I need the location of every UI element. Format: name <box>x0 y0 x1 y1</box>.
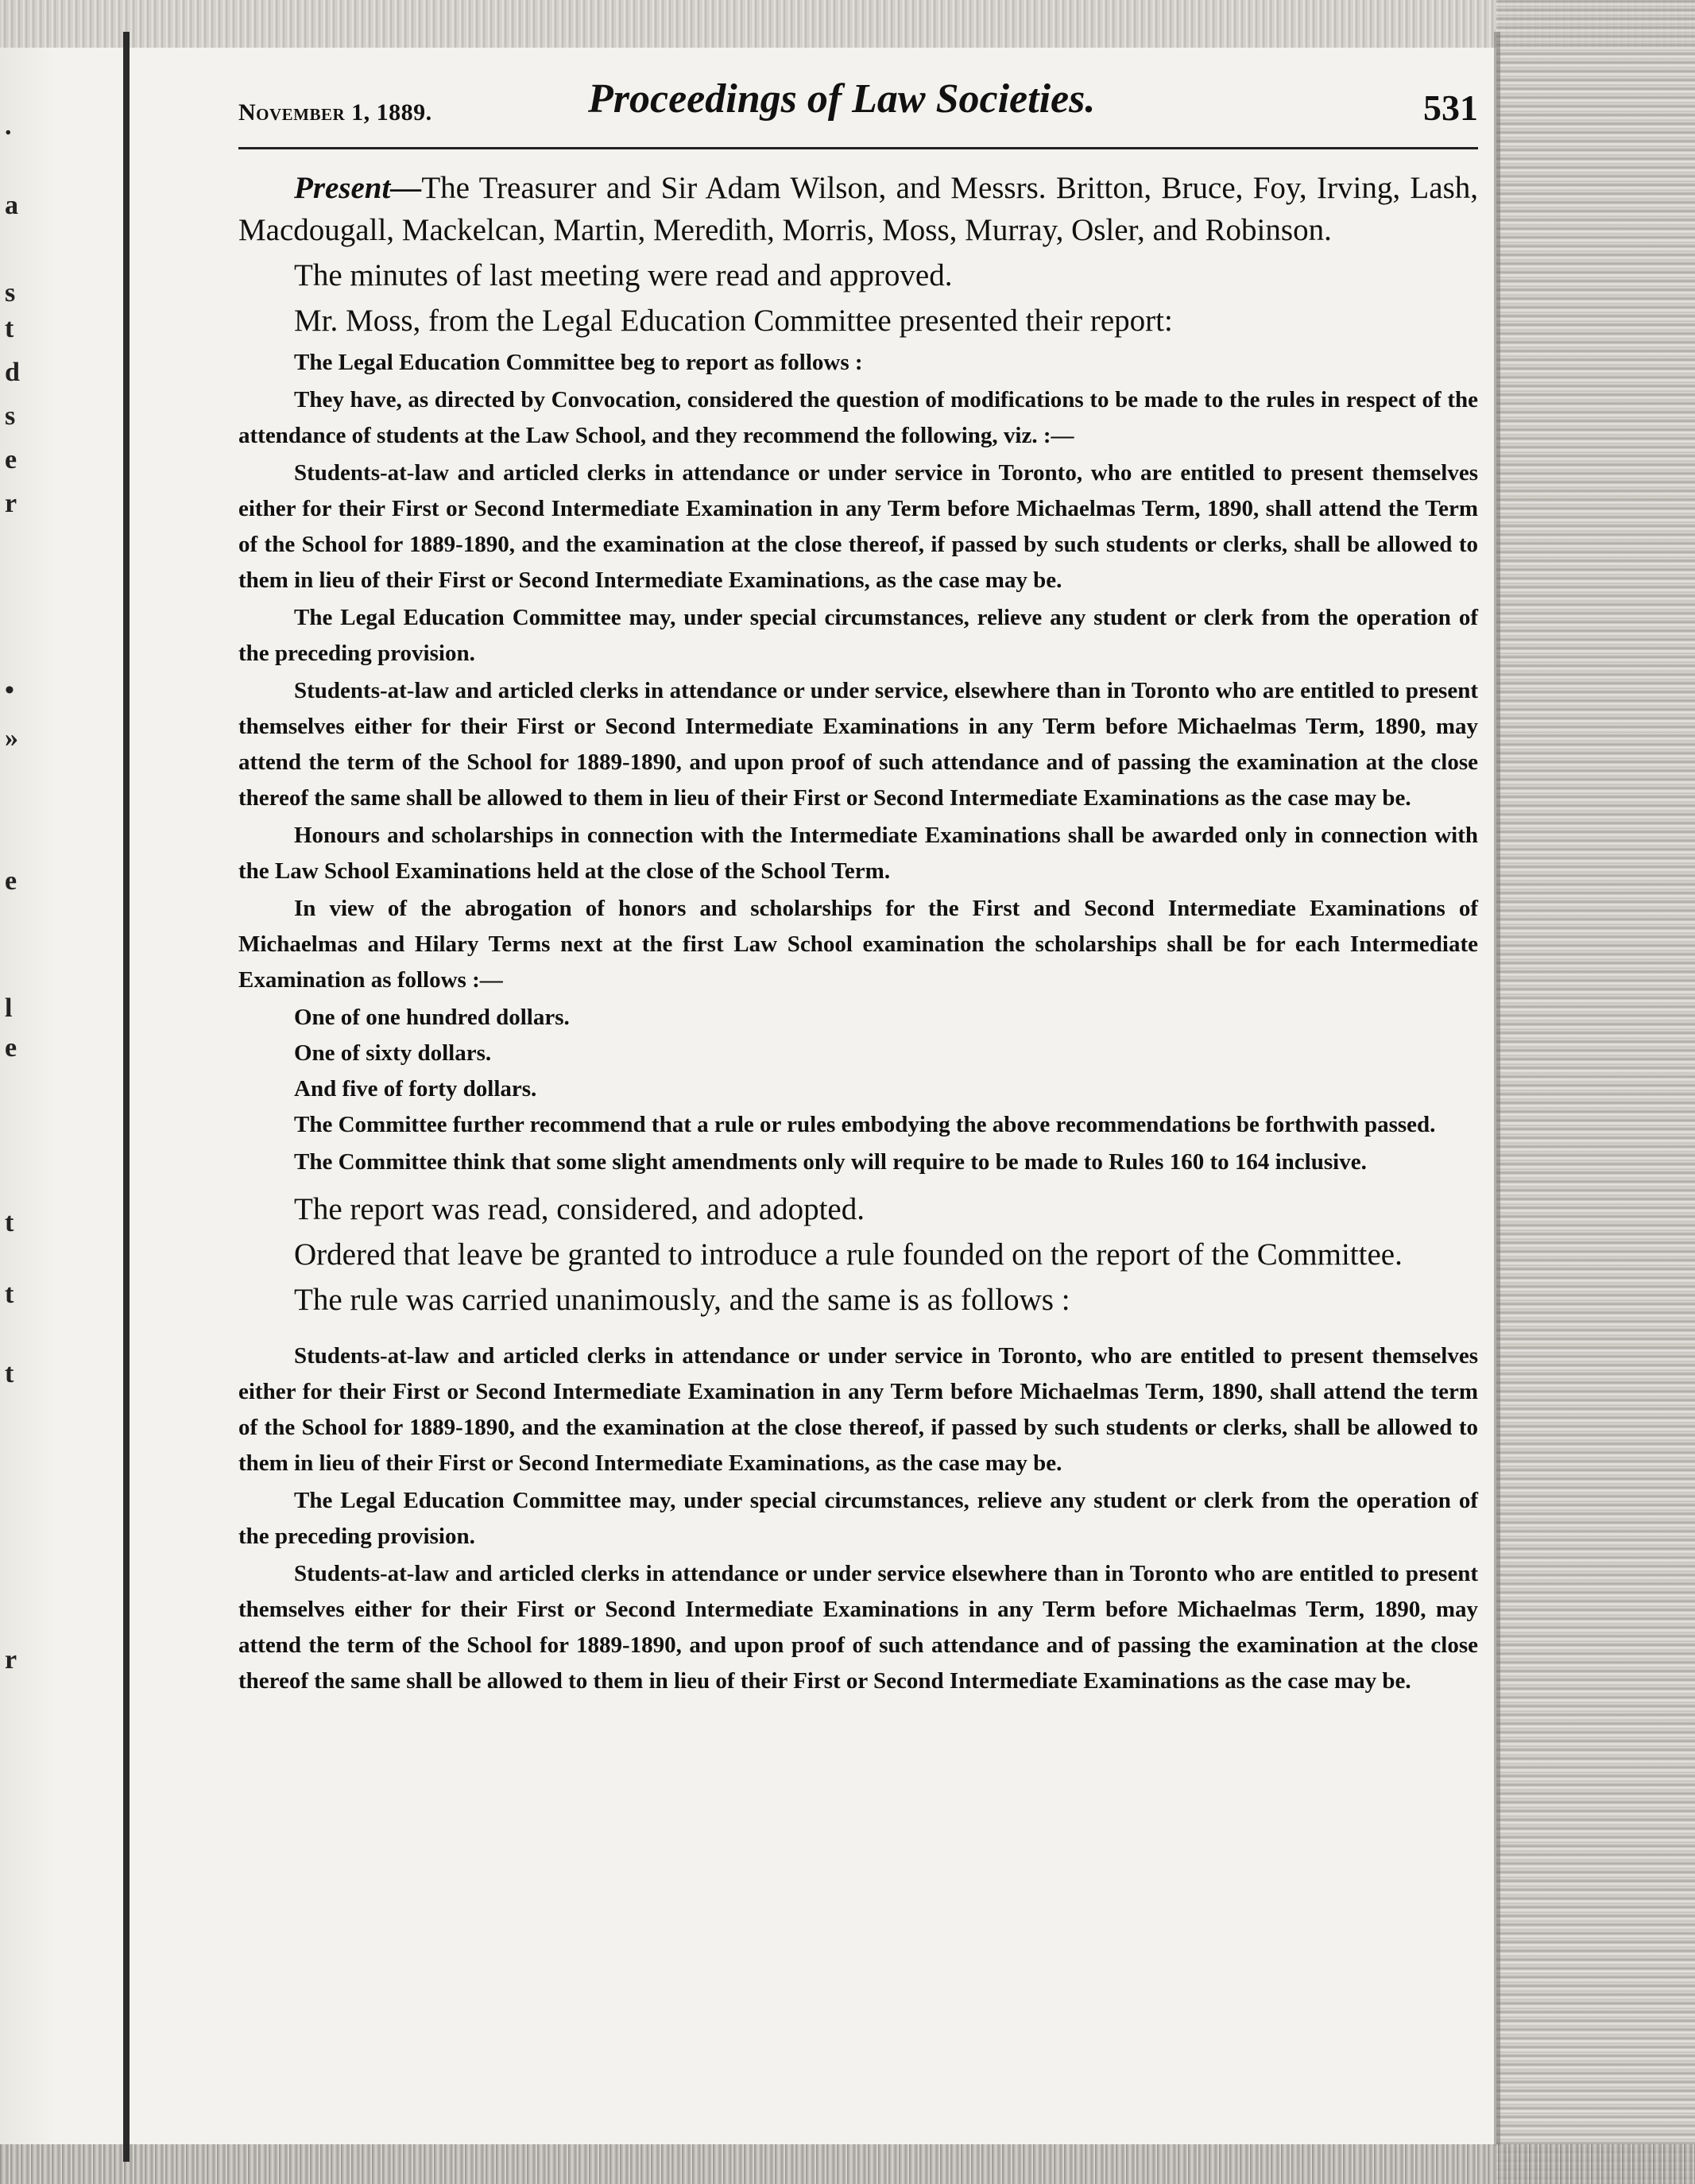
margin-mark: . <box>5 111 12 141</box>
document-page <box>238 76 1478 1701</box>
margin-mark: t <box>5 1208 14 1237</box>
present-label: Present— <box>294 171 422 205</box>
header-title: Proceedings of Law Societies. <box>588 76 1096 122</box>
report-intro-paragraph: Mr. Moss, from the Legal Education Committee presented their report: <box>294 304 1173 338</box>
margin-mark: d <box>5 358 20 387</box>
margin-mark: a <box>5 191 18 220</box>
margin-mark: e <box>5 445 17 474</box>
report-paragraph: The Committee further recommend that a rule or rules embodying the above recommendations be forthwith passed. <box>294 1112 1436 1137</box>
page-number: 531 <box>1423 87 1478 128</box>
adopted-paragraph: The report was read, considered, and adopted. <box>294 1192 865 1226</box>
report-paragraph: The Committee think that some slight amendments only will require to be made to Rules 160 to 164 inclusive. <box>294 1149 1367 1175</box>
rule-intro-paragraph: The rule was carried unanimously, and the same is as follows : <box>294 1283 1070 1317</box>
report-paragraph: The Legal Education Committee may, under special circumstances, relieve any student or clerk from the operation of the preceding provision. <box>238 605 1478 666</box>
minutes-paragraph: The minutes of last meeting were read and approved. <box>294 258 953 292</box>
page-right-shadow <box>1494 32 1500 2146</box>
rule-paragraph: Students-at-law and articled clerks in attendance or under service in Toronto, who are entitled to present themselves either for their First or Second Intermediate Examination in any Term before Michaelmas Term, 1890, shall attend the term of the School for 1889-1890, and the examination at the close thereof, if passed by such students or clerks, shall be allowed to them in lieu of their First or Second Intermediate Examinations, as the case may be. <box>238 1343 1478 1476</box>
margin-mark: t <box>5 314 14 343</box>
ordered-paragraph: Ordered that leave be granted to introduce a rule founded on the report of the Committee. <box>294 1237 1403 1272</box>
rule-paragraph: Students-at-law and articled clerks in attendance or under service elsewhere than in Toronto who are entitled to present themselves either for their First or Second Intermediate Examinations in any Term before Michaelmas Term, 1890, may attend the term of the School for 1889-1890, and upon proof of such attendance and of passing the examination at the close thereof the same shall be allowed to them in lieu of their First or Second Intermediate Examinations as the case may be. <box>238 1561 1478 1694</box>
rule-paragraph: The Legal Education Committee may, under special circumstances, relieve any student or clerk from the operation of the preceding provision. <box>238 1488 1478 1549</box>
scholarship-item: One of one hundred dollars. <box>294 1005 570 1030</box>
margin-mark: e <box>5 1033 17 1063</box>
report-paragraph: Students-at-law and articled clerks in attendance or under service, elsewhere than in Toronto who are entitled to present themselves either for their First or Second Intermediate Examinations in any Term before Michaelmas Term, 1890, may attend the term of the School for 1889-1890, and upon proof of such attendance and of passing the examination at the close thereof the same shall be allowed to them in lieu of their First or Second Intermediate Examinations as the case may be. <box>238 678 1478 811</box>
scan-right-edge <box>1496 0 1695 2184</box>
header-date: November 1, 1889. <box>238 99 432 126</box>
report-paragraph: In view of the abrogation of honors and scholarships for the First and Second Intermediate Examinations of Michaelmas and Hilary Terms next at the first Law School examination the scholarships shall be for each Intermediate Examination as follows :— <box>238 896 1478 993</box>
margin-mark: s <box>5 401 16 431</box>
present-text: The Treasurer and Sir Adam Wilson, and Messrs. Britton, Bruce, Foy, Irving, Lash, Macdougall, Mackelcan, Martin, Meredith, Morris, Moss, Murray, Osler, and Robinson. <box>238 171 1478 247</box>
scholarship-item: One of sixty dollars. <box>294 1040 492 1066</box>
report-paragraph: Honours and scholarships in connection with the Intermediate Examinations shall be awarded only in connection with the Law School Examinations held at the close of the School Term. <box>238 823 1478 884</box>
report-opening: The Legal Education Committee beg to report as follows : <box>294 350 863 375</box>
margin-mark: t <box>5 1280 14 1309</box>
running-header <box>238 76 1478 149</box>
margin-mark: » <box>5 723 18 753</box>
margin-mark: s <box>5 278 16 308</box>
margin-mark: r <box>5 489 17 518</box>
report-paragraph: They have, as directed by Convocation, considered the question of modifications to be made to the rules in respect of the attendance of students at the Law School, and they recommend the following, viz. :— <box>238 387 1478 448</box>
scan-bottom-edge <box>0 2144 1695 2184</box>
page-binding-edge <box>123 32 130 2162</box>
margin-mark: l <box>5 993 13 1023</box>
margin-mark: r <box>5 1645 17 1675</box>
body-text <box>238 167 1478 1699</box>
margin-mark: • <box>5 676 14 705</box>
scan-top-edge <box>0 0 1695 48</box>
margin-marks <box>2 95 33 1844</box>
margin-mark: e <box>5 866 17 896</box>
present-paragraph <box>238 167 1478 251</box>
scholarship-item: And five of forty dollars. <box>294 1076 537 1102</box>
margin-mark: t <box>5 1359 14 1388</box>
report-paragraph: Students-at-law and articled clerks in attendance or under service in Toronto, who are entitled to present themselves either for their First or Second Intermediate Examination in any Term before Michaelmas Term, 1890, shall attend the Term of the School for 1889-1890, and the examination at the close thereof, if passed by such students or clerks, shall be allowed to them in lieu of their First or Second Intermediate Examinations, as the case may be. <box>238 460 1478 593</box>
